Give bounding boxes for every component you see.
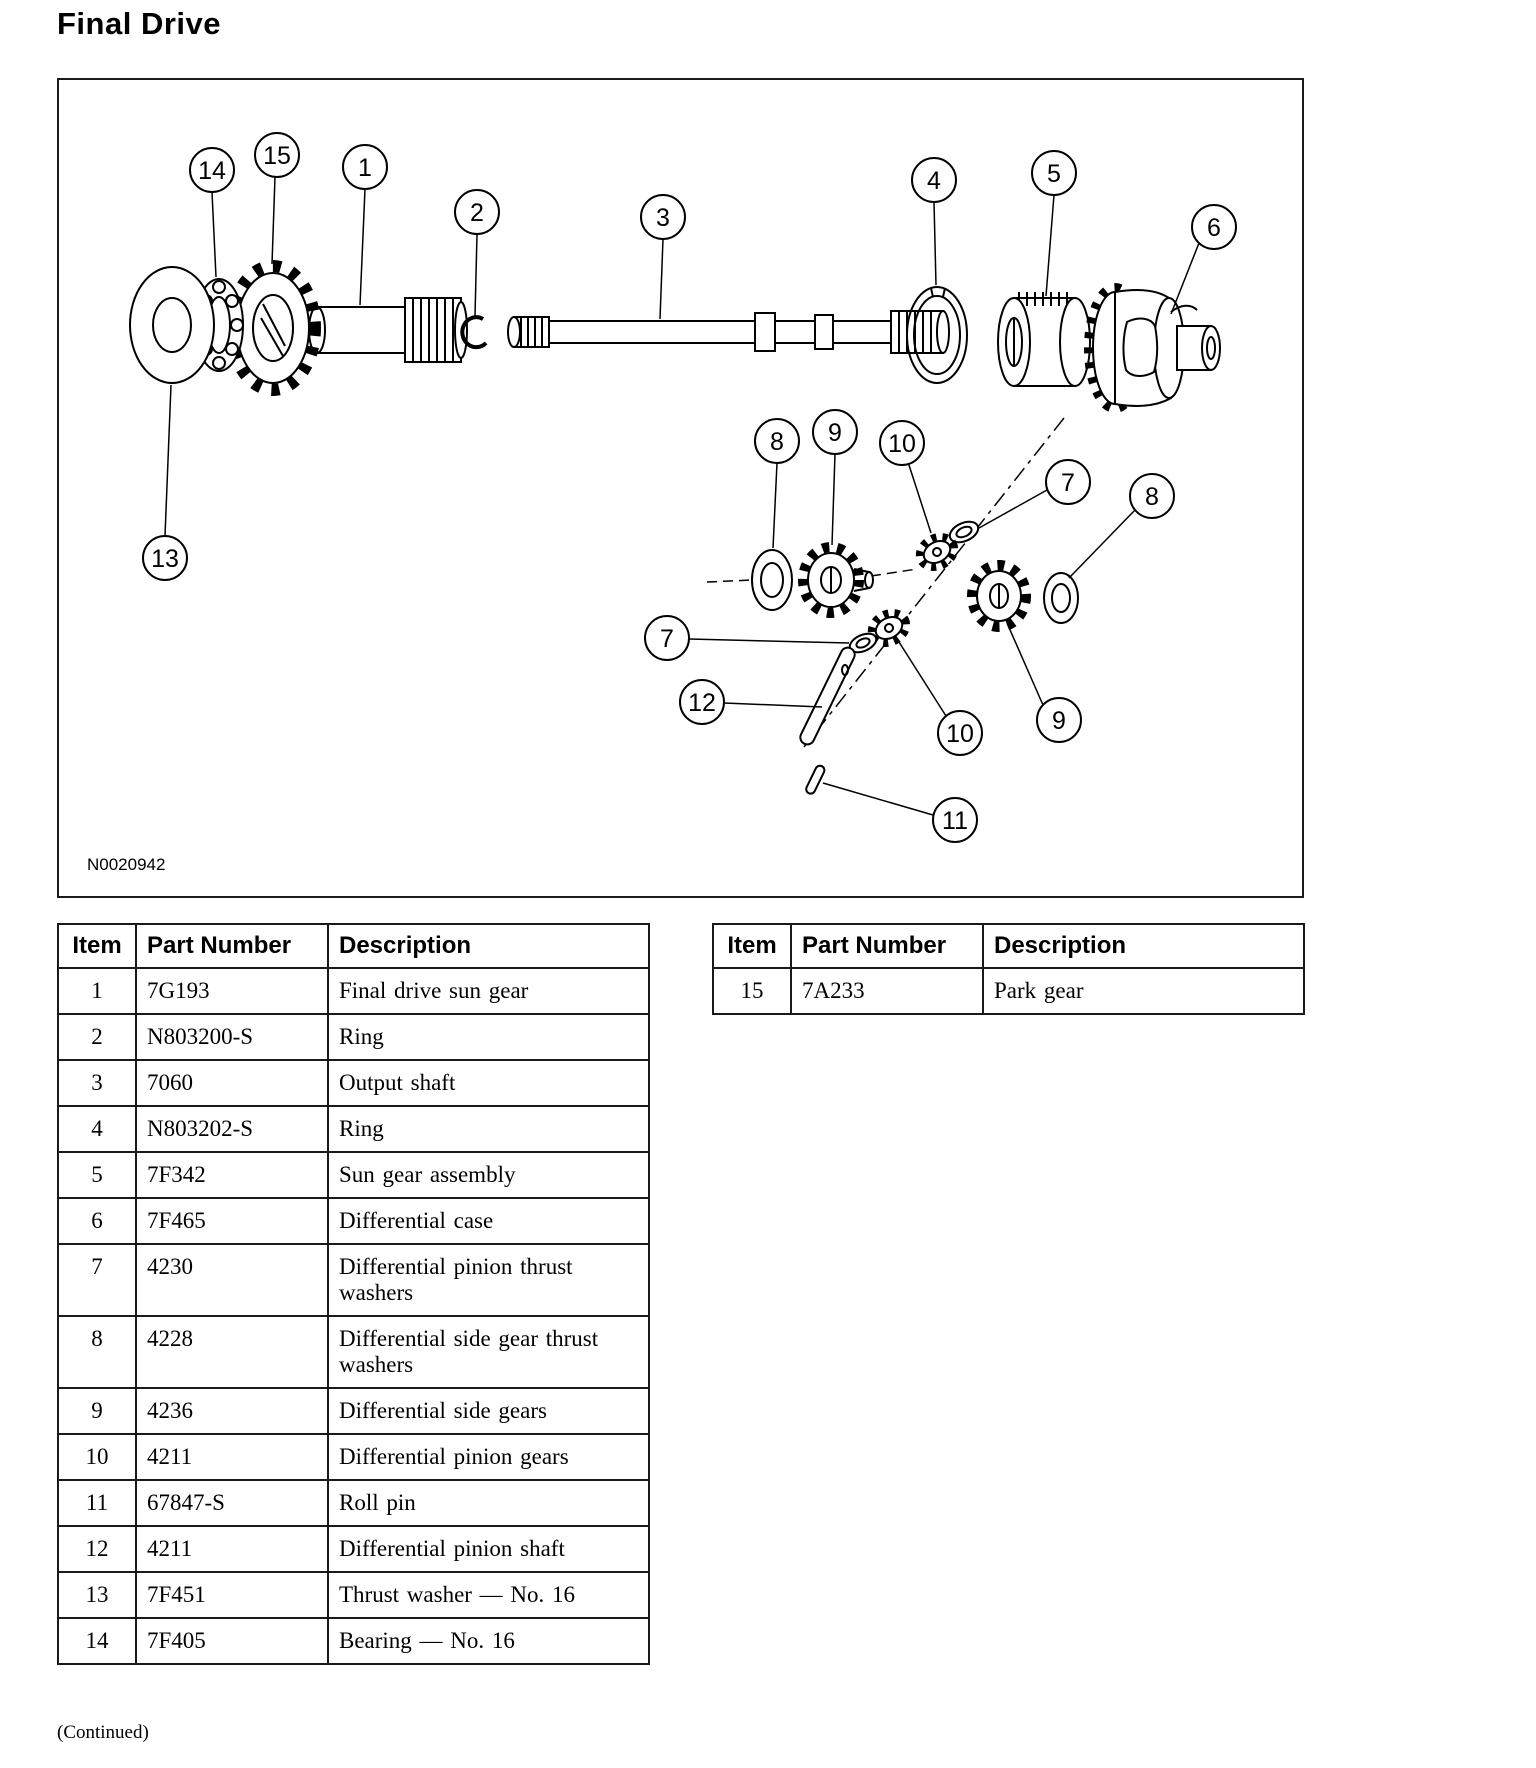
callouts xyxy=(143,133,1236,842)
cell-part-number: 4230 xyxy=(136,1244,328,1316)
cell-item: 10 xyxy=(58,1434,136,1480)
cell-description: Park gear xyxy=(983,968,1304,1014)
cell-description: Bearing — No. 16 xyxy=(328,1618,649,1664)
cell-item: 1 xyxy=(58,968,136,1014)
part-output-shaft xyxy=(508,311,949,353)
part-side-gear-thrust-washer-right xyxy=(1044,573,1078,623)
cell-item: 6 xyxy=(58,1198,136,1244)
svg-text:9: 9 xyxy=(828,419,842,447)
callout-11 xyxy=(933,798,977,842)
cell-description: Output shaft xyxy=(328,1060,649,1106)
cell-part-number: 67847-S xyxy=(136,1480,328,1526)
svg-text:7: 7 xyxy=(660,625,674,653)
cell-part-number: 7F465 xyxy=(136,1198,328,1244)
cell-part-number: 4211 xyxy=(136,1434,328,1480)
parts-table-main xyxy=(57,923,650,1665)
cell-description: Ring xyxy=(328,1106,649,1152)
cell-description: Differential side gears xyxy=(328,1388,649,1434)
cell-item: 12 xyxy=(58,1526,136,1572)
table-header-row xyxy=(58,924,649,968)
part-side-gear-right xyxy=(972,565,1026,627)
cell-part-number: 4211 xyxy=(136,1526,328,1572)
cell-part-number: 4236 xyxy=(136,1388,328,1434)
cell-part-number: 7F451 xyxy=(136,1572,328,1618)
table-row xyxy=(58,1244,649,1316)
svg-text:12: 12 xyxy=(688,689,716,717)
table-row xyxy=(58,1480,649,1526)
cell-description: Final drive sun gear xyxy=(328,968,649,1014)
table-row xyxy=(58,1106,649,1152)
svg-text:3: 3 xyxy=(656,204,670,232)
svg-text:8: 8 xyxy=(1145,483,1159,511)
cell-description: Differential case xyxy=(328,1198,649,1244)
svg-text:14: 14 xyxy=(198,157,226,185)
table-row xyxy=(58,1198,649,1244)
part-final-drive-sun-gear xyxy=(309,298,467,362)
callout-1 xyxy=(343,145,387,189)
cell-item: 3 xyxy=(58,1060,136,1106)
cell-part-number: 7060 xyxy=(136,1060,328,1106)
col-header-part-number: Part Number xyxy=(791,924,983,968)
cell-item: 2 xyxy=(58,1014,136,1060)
cell-item: 14 xyxy=(58,1618,136,1664)
callout-8b xyxy=(1130,474,1174,518)
table-header-row xyxy=(713,924,1304,968)
cell-part-number: 4228 xyxy=(136,1316,328,1388)
cell-description: Roll pin xyxy=(328,1480,649,1526)
cell-part-number: 7F342 xyxy=(136,1152,328,1198)
part-side-gear-thrust-washer-left xyxy=(752,550,792,610)
col-header-part-number: Part Number xyxy=(136,924,328,968)
callout-8a xyxy=(755,419,799,463)
svg-text:8: 8 xyxy=(770,428,784,456)
callout-4 xyxy=(912,158,956,202)
cell-part-number: 7G193 xyxy=(136,968,328,1014)
callout-9b xyxy=(1037,698,1081,742)
cell-item: 9 xyxy=(58,1388,136,1434)
table-row xyxy=(713,968,1304,1014)
cell-description: Ring xyxy=(328,1014,649,1060)
svg-text:10: 10 xyxy=(888,430,916,458)
callout-3 xyxy=(641,195,685,239)
callout-7a xyxy=(1046,460,1090,504)
cell-description: Thrust washer — No. 16 xyxy=(328,1572,649,1618)
cell-item: 7 xyxy=(58,1244,136,1316)
part-side-gear-left xyxy=(803,547,873,613)
cell-description: Differential side gear thrust washers xyxy=(328,1316,649,1388)
svg-text:11: 11 xyxy=(942,807,968,835)
callout-15 xyxy=(255,133,299,177)
table-row xyxy=(58,1014,649,1060)
cell-description: Differential pinion thrust washers xyxy=(328,1244,649,1316)
table-row xyxy=(58,1388,649,1434)
callout-10a xyxy=(880,421,924,465)
continued-note: (Continued) xyxy=(57,1722,149,1743)
callout-12 xyxy=(680,680,724,724)
col-header-description: Description xyxy=(983,924,1304,968)
cell-part-number: N803202-S xyxy=(136,1106,328,1152)
table-row xyxy=(58,1060,649,1106)
part-pinion-thrust-washer-top xyxy=(947,518,982,547)
callout-2 xyxy=(455,190,499,234)
cell-description: Differential pinion gears xyxy=(328,1434,649,1480)
table-row xyxy=(58,1316,649,1388)
callout-14 xyxy=(190,148,234,192)
cell-part-number: 7A233 xyxy=(791,968,983,1014)
page-title: Final Drive xyxy=(57,6,221,41)
svg-text:10: 10 xyxy=(946,720,974,748)
svg-text:13: 13 xyxy=(151,545,179,573)
svg-text:9: 9 xyxy=(1052,707,1066,735)
cell-item: 13 xyxy=(58,1572,136,1618)
part-pinion-shaft xyxy=(798,645,857,746)
svg-text:4: 4 xyxy=(927,167,941,195)
cell-item: 4 xyxy=(58,1106,136,1152)
final-drive-exploded-diagram xyxy=(59,80,1302,896)
callout-13 xyxy=(143,536,187,580)
table-row xyxy=(58,1526,649,1572)
exploded-view-figure xyxy=(57,78,1304,898)
svg-text:2: 2 xyxy=(470,199,484,227)
cell-item: 5 xyxy=(58,1152,136,1198)
cell-item: 8 xyxy=(58,1316,136,1388)
col-header-description: Description xyxy=(328,924,649,968)
table-row xyxy=(58,1152,649,1198)
cell-part-number: N803200-S xyxy=(136,1014,328,1060)
figure-id-label: N0020942 xyxy=(87,855,166,874)
part-thrust-washer-16 xyxy=(130,267,214,383)
part-roll-pin xyxy=(805,764,826,795)
table-row xyxy=(58,1618,649,1664)
part-differential-case xyxy=(1089,288,1220,408)
col-header-item: Item xyxy=(58,924,136,968)
cell-description: Differential pinion shaft xyxy=(328,1526,649,1572)
svg-text:5: 5 xyxy=(1047,160,1061,188)
callout-6 xyxy=(1192,205,1236,249)
col-header-item: Item xyxy=(713,924,791,968)
callout-5 xyxy=(1032,151,1076,195)
cell-description: Sun gear assembly xyxy=(328,1152,649,1198)
cell-item: 15 xyxy=(713,968,791,1014)
svg-text:15: 15 xyxy=(263,142,291,170)
callout-10b xyxy=(938,711,982,755)
part-sun-gear-assembly xyxy=(998,292,1090,386)
svg-text:7: 7 xyxy=(1061,469,1075,497)
cell-part-number: 7F405 xyxy=(136,1618,328,1664)
parts-table-continued xyxy=(712,923,1305,1015)
callout-9a xyxy=(813,410,857,454)
table-row xyxy=(58,968,649,1014)
callout-7b xyxy=(645,616,689,660)
svg-text:1: 1 xyxy=(358,154,372,182)
cell-item: 11 xyxy=(58,1480,136,1526)
svg-text:6: 6 xyxy=(1207,214,1221,242)
table-row xyxy=(58,1434,649,1480)
table-row xyxy=(58,1572,649,1618)
